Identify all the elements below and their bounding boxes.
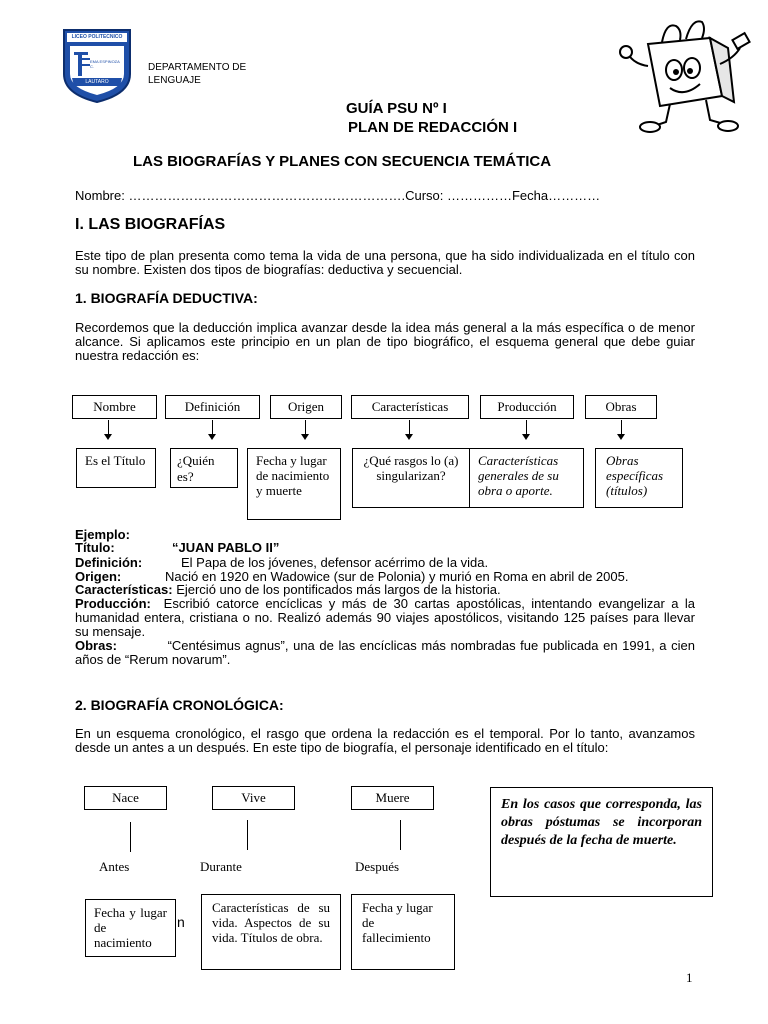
chrono-box-nace: Fecha y lugar de nacimiento <box>85 899 176 957</box>
timeline-tick <box>400 820 401 850</box>
example-definition-row <box>75 556 695 570</box>
deductive-intro-text: Recordemos que la deducción implica avanzar desde la idea más general a la más específica o de menor alcance. Si aplicamos este principio en un plan de tipo biográfico, el esquema general que debe guiar nuestra redacción es: <box>75 320 695 363</box>
department-line-2: LENGUAJE <box>148 75 201 86</box>
example-title-value: “JUAN PABLO II” <box>172 540 280 555</box>
chrono-header-vive: Vive <box>212 786 295 810</box>
example-characteristics-row <box>75 583 695 597</box>
arrow-head <box>301 434 309 440</box>
example-works-value: “Centésimus agnus”, una de las encíclicas más nombradas fue publicada en 1991, a cien años de “Rerum novarum”. <box>75 638 695 667</box>
arrow-head <box>617 434 625 440</box>
posthumous-note: En los casos que corresponda, las obras póstumas se incorporan después de la fecha de muerte. <box>490 787 713 897</box>
diagram-header-definicion: Definición <box>165 395 260 419</box>
chrono-box-vive: Características de su vida. Aspectos de su vida. Títulos de obra. <box>201 894 341 970</box>
section-heading-biografias: I. LAS BIOGRAFÍAS <box>75 216 226 233</box>
school-logo <box>62 28 132 104</box>
page-number: 1 <box>686 970 693 985</box>
example-definition-label: Definición: <box>75 555 143 570</box>
stray-character: n <box>177 914 185 930</box>
example-title-row <box>75 541 695 555</box>
logo-school-name: LICEO POLITECNICO <box>71 34 123 40</box>
arrow-head <box>522 434 530 440</box>
example-title-label: Título: <box>75 540 115 555</box>
diagram-box-caracteristicas: ¿Qué rasgos lo (a) singularizan? <box>352 448 470 508</box>
example-production-label: Producción: <box>75 596 151 611</box>
diagram-header-origen: Origen <box>270 395 342 419</box>
example-works-label: Obras: <box>75 638 117 653</box>
example-origin-value: Nació en 1920 en Wadowice (sur de Polonia) y murió en Roma en abril de 2005. <box>165 569 629 584</box>
timeline-label-despues: Después <box>355 859 400 874</box>
example-label: Ejemplo: <box>75 527 130 542</box>
logo-name: EMA ESPINOZA C. <box>90 59 120 69</box>
diagram-header-nombre: Nombre <box>72 395 157 419</box>
timeline-tick <box>247 820 248 850</box>
diagram-box-definicion: ¿Quién es? <box>170 448 238 488</box>
chrono-header-nace: Nace <box>84 786 167 810</box>
student-form-line: Nombre: ……………………………………………………….Curso: ……………Fecha………… <box>75 188 601 203</box>
page-title: LAS BIOGRAFÍAS Y PLANES CON SECUENCIA TEMÁTICA <box>133 153 552 170</box>
example-works-row <box>75 639 695 667</box>
arrow-head <box>405 434 413 440</box>
example-definition-value: El Papa de los jóvenes, defensor acérrimo de la vida. <box>181 555 489 570</box>
guide-title: GUÍA PSU Nº I <box>346 100 447 117</box>
diagram-box-obras: Obras específicas (títulos) <box>595 448 683 508</box>
timeline-label-antes: Antes <box>99 859 130 874</box>
section-intro-text: Este tipo de plan presenta como tema la vida de una persona, que ha sido individualizada en el título con su nombre. Existen dos tipos de biografías: deductiva y secuencial. <box>75 248 695 277</box>
timeline-label-durante: Durante <box>200 859 242 874</box>
subsection-heading-deductiva: 1. BIOGRAFÍA DEDUCTIVA: <box>75 290 258 306</box>
diagram-header-caracteristicas: Características <box>351 395 469 419</box>
example-characteristics-label: Características: <box>75 582 173 597</box>
diagram-header-produccion: Producción <box>480 395 574 419</box>
example-production-value: Escribió catorce encíclicas y más de 30 cartas apostólicas, intentando evangelizar a la humanidad entera, cristiana o no. Realizó además 90 viajes apostólicos, visitando 125 países para llevar su mensaje. <box>75 596 695 639</box>
arrow-head <box>208 434 216 440</box>
diagram-box-produccion: Características generales de su obra o aporte. <box>469 448 584 508</box>
example-origin-label: Origen: <box>75 569 122 584</box>
shopping-bag-mascot-icon <box>610 14 754 134</box>
chronological-intro-text: En un esquema cronológico, el rasgo que ordena la redacción es el temporal. Por lo tanto, avanzamos desde un antes a un después. En este tipo de biografía, el personaje identificado en el título: <box>75 726 695 755</box>
diagram-box-nombre: Es el Título <box>76 448 156 488</box>
department-label <box>148 61 246 87</box>
example-production-row <box>75 597 695 639</box>
logo-city: LAUTARO <box>85 79 109 85</box>
chrono-box-muere: Fecha y lugar de fallecimiento <box>351 894 455 970</box>
arrow-head <box>104 434 112 440</box>
subsection-heading-cronologica: 2. BIOGRAFÍA CRONOLÓGICA: <box>75 697 284 713</box>
diagram-header-obras: Obras <box>585 395 657 419</box>
diagram-box-origen: Fecha y lugar de nacimiento y muerte <box>247 448 341 520</box>
timeline-tick <box>130 822 131 852</box>
department-line-1: DEPARTAMENTO DE <box>148 62 247 73</box>
example-characteristics-value: Ejerció uno de los pontificados más largos de la historia. <box>176 582 501 597</box>
chrono-header-muere: Muere <box>351 786 434 810</box>
guide-subtitle: PLAN DE REDACCIÓN I <box>348 119 518 136</box>
